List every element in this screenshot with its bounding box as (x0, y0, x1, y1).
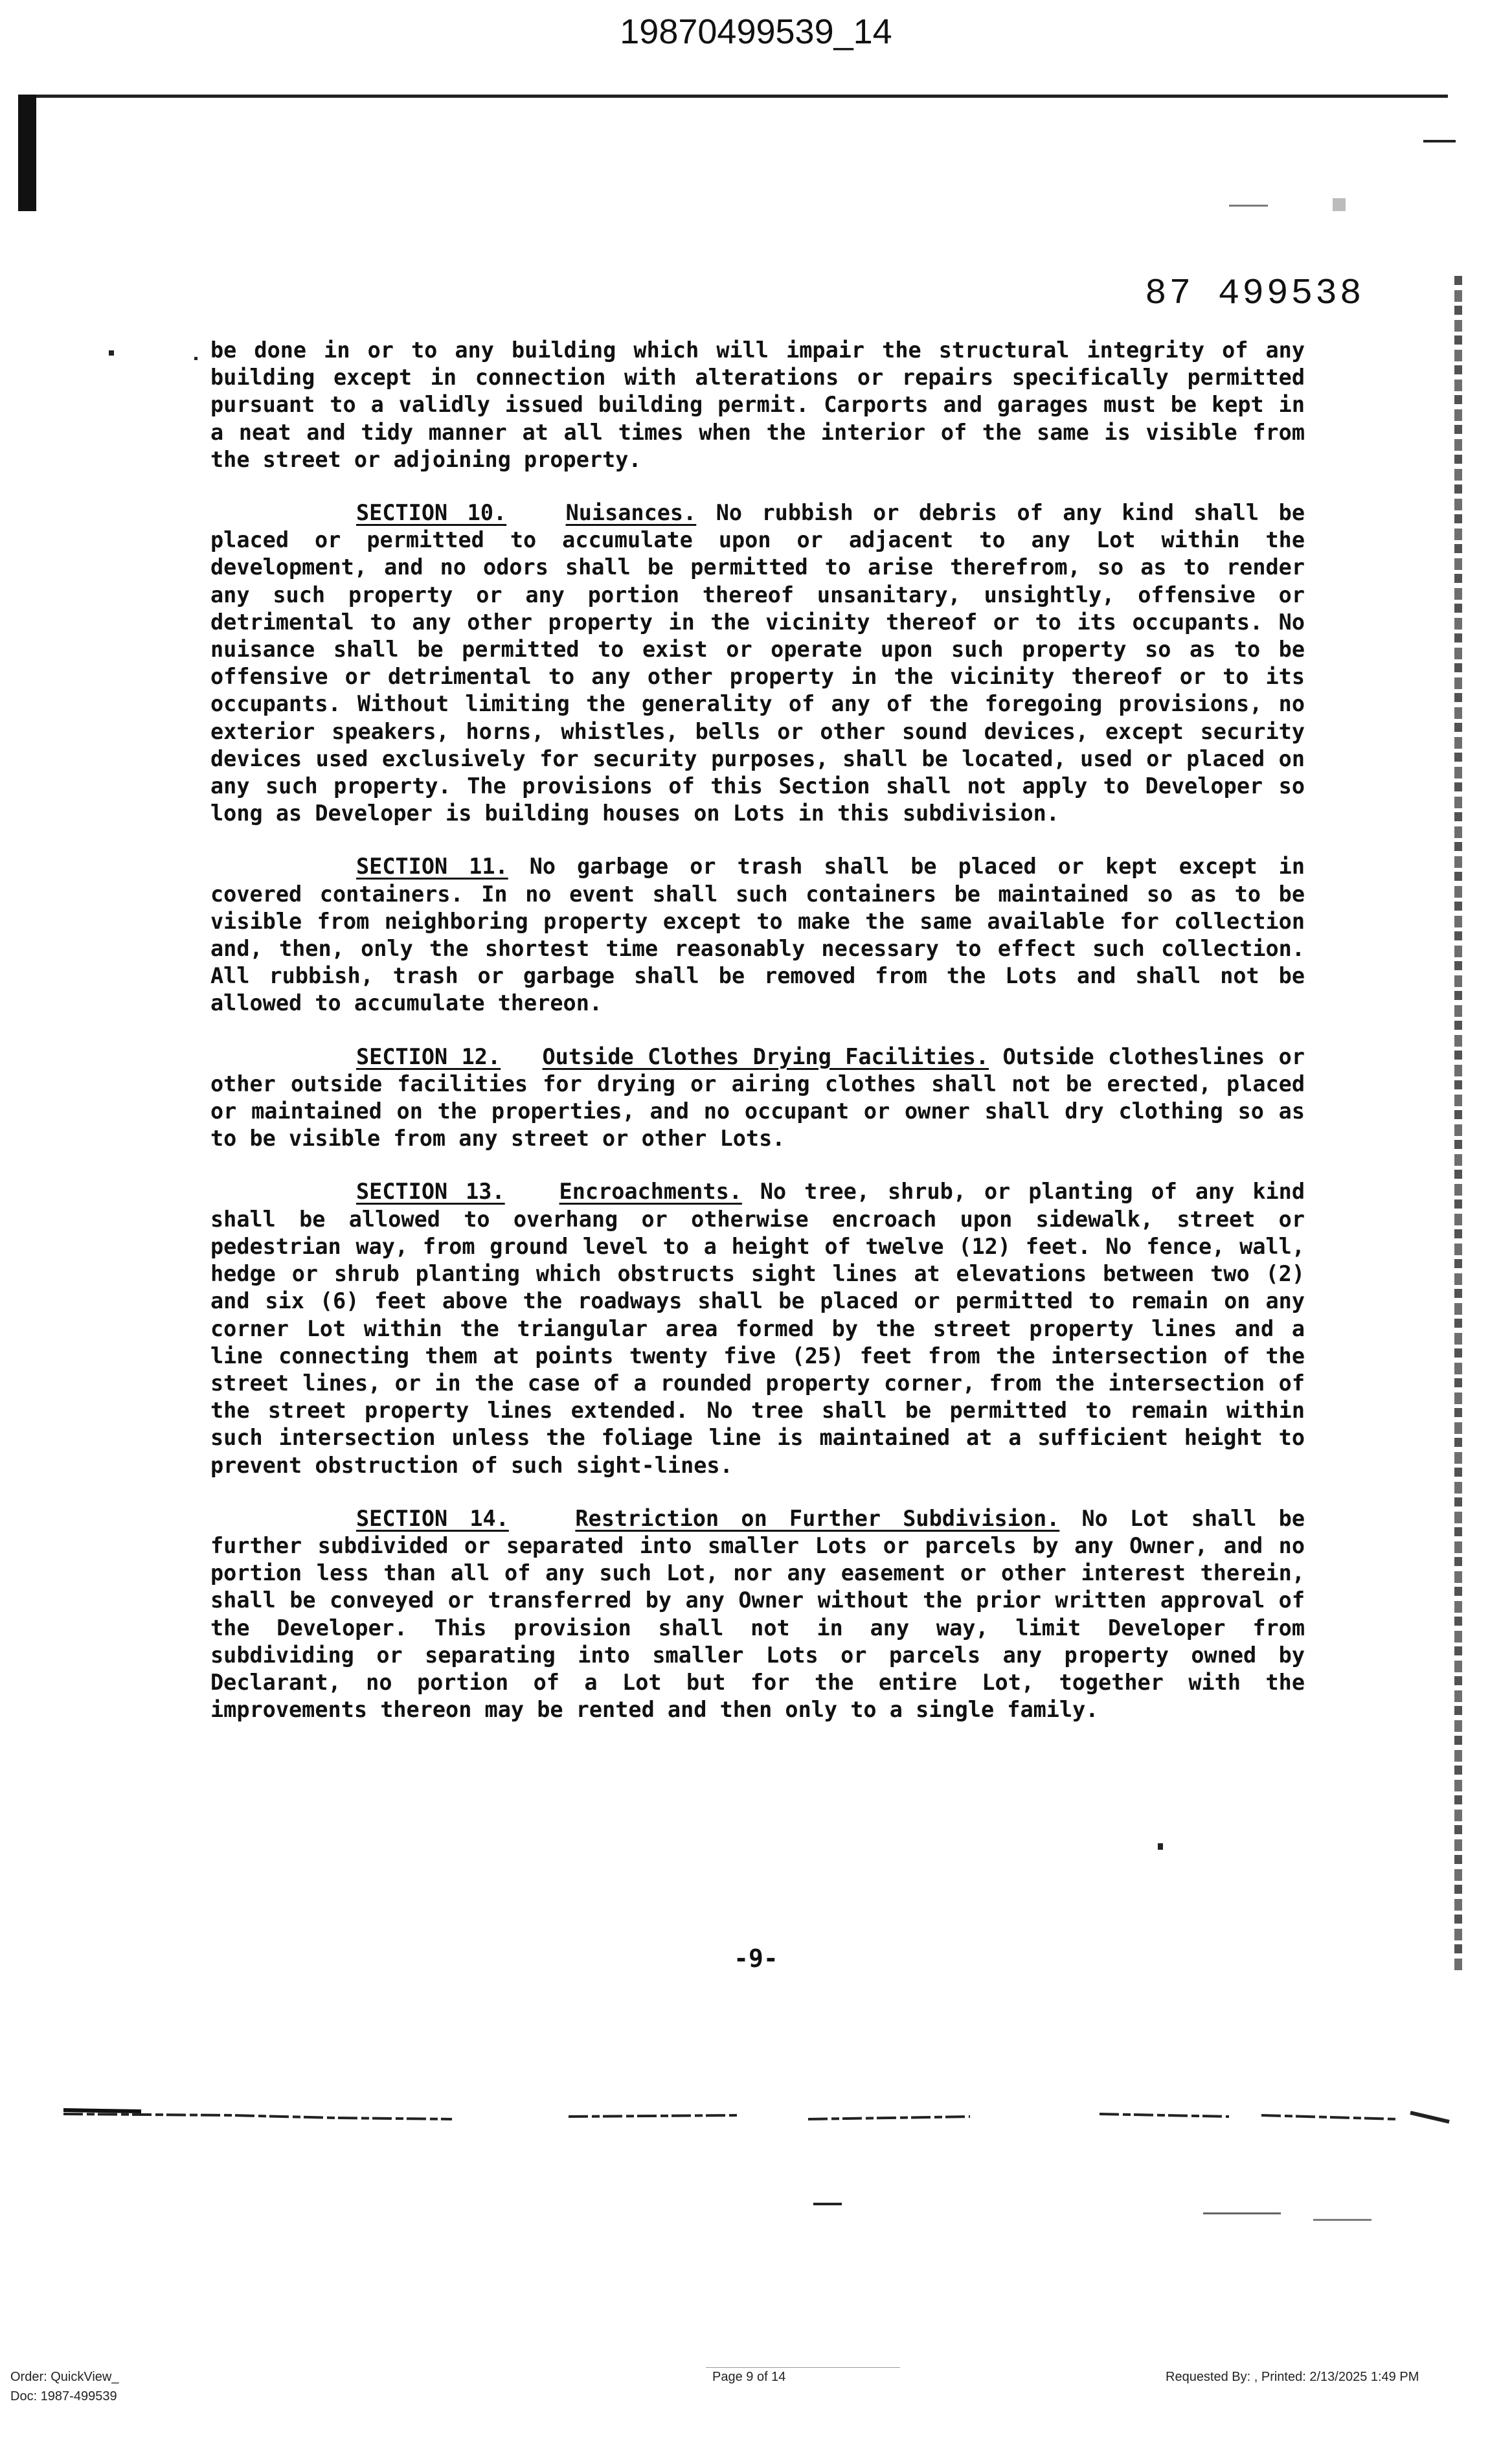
section-heading: SECTION 14. (356, 1505, 509, 1531)
footer-page: Page 9 of 14 (712, 2370, 786, 2384)
print-footer (0, 2367, 1512, 2432)
section-title: Outside Clothes Drying Facilities. (542, 1043, 989, 1069)
scan-speck (1333, 198, 1346, 211)
paragraph-text: be done in or to any building which will impair the structural integrity of any building except in connection with alterations or repairs specifically permitted pursuant to a validly issued building permit. Carports and garages must be kept in a neat and tidy manner at all times when the interior of the same is visible from the street or adjoining property. (210, 337, 1305, 472)
section-11-paragraph (210, 853, 1305, 1017)
scan-speck (1423, 140, 1456, 142)
scan-right-edge (1454, 276, 1462, 1973)
section-14-paragraph (210, 1505, 1305, 1724)
paragraph-text: Outside clotheslines or other outside facilities for drying or airing clothes shall not be erected, placed or maintained on the properties, and no occupant or owner shall dry clothing so as to be visible from any street or other Lots. (210, 1043, 1305, 1152)
scan-speck (194, 357, 197, 360)
document-id-header: 19870499539_14 (620, 12, 892, 51)
footer-doc: Doc: 1987-499539 (10, 2389, 117, 2403)
paragraph-text: No tree, shrub, or planting of any kind shall be allowed to overhang or otherwise encroach upon sidewalk, street or pedestrian way, from ground level to a height of twelve (12) feet. No fence, wall, hedge or shrub planting which obstructs sight lines at elevations between two (2) and six (6) feet above the roadways shall be placed or permitted to remain on any corner Lot within the triangular area formed by the street property lines and a line connecting them at points twenty five (25) feet from the intersection of the street lines, or in the case of a rounded property corner, from the intersection of the street property lines extended. No tree shall be permitted to remain within such intersection unless the foliage line is maintained at a sufficient height to prevent obstruction of such sight-lines. (210, 1179, 1305, 1478)
scan-speck (1229, 205, 1268, 207)
section-title: Encroachments. (559, 1179, 742, 1205)
recording-stamp-number: 87 499538 (1145, 273, 1364, 314)
scan-speck (109, 350, 114, 356)
continuation-paragraph (210, 337, 1305, 473)
section-title: Restriction on Further Subdivision. (575, 1505, 1060, 1531)
section-12-paragraph (210, 1043, 1305, 1153)
paragraph-text: No garbage or trash shall be placed or kept except in covered containers. In no event shall such containers be maintained so as to be visible from neighboring property except to make the same available for collection and, then, only the shortest time reasonably necessary to effect such collection. All rubbish, trash or garbage shall be removed from the Lots and shall not be allowed to accumulate thereon. (210, 854, 1305, 1016)
section-title: Nuisances. (565, 500, 697, 526)
section-heading: SECTION 13. (356, 1179, 505, 1205)
footer-requested: Requested By: , Printed: 2/13/2025 1:49 PM (1166, 2370, 1419, 2384)
section-heading: SECTION 11. (356, 854, 508, 880)
scan-edge-mark (18, 95, 36, 211)
footer-rule (706, 2367, 900, 2368)
scan-speck (813, 2203, 842, 2205)
section-heading: SECTION 10. (356, 500, 507, 526)
page-number: -9- (734, 1944, 778, 1973)
footer-order: Order: QuickView_ (10, 2370, 119, 2384)
paragraph-text: No Lot shall be further subdivided or separated into smaller Lots or parcels by any Owner, and no portion less than all of any such Lot, nor any easement or other interest therein, shall be conveyed or transferred by any Owner without the prior written approval of the Developer. This provision shall not in any way, limit Developer from subdividing or separating into smaller Lots or parcels any property owned by Declarant, no portion of a Lot but for the entire Lot, together with the improvements thereon may be rented and then only to a single family. (210, 1505, 1305, 1723)
scan-top-edge (36, 95, 1448, 98)
section-heading: SECTION 12. (356, 1043, 501, 1069)
scan-bottom-smudge (63, 2108, 1456, 2127)
section-10-paragraph (210, 499, 1305, 827)
document-body (210, 337, 1305, 1749)
scan-speck (1158, 1843, 1163, 1850)
scan-speck (1313, 2219, 1371, 2221)
scan-speck (1203, 2212, 1281, 2214)
section-13-paragraph (210, 1178, 1305, 1479)
paragraph-text: No rubbish or debris of any kind shall be placed or permitted to accumulate upon or adjacent to any Lot within the development, and no odors shall be permitted to arise therefrom, so as to render any such property or any portion thereof unsanitary, unsightly, offensive or detrimental to any other property in the vicinity thereof or to its occupants. No nuisance shall be permitted to exist or operate upon such property so as to be offensive or detrimental to any other property in the vicinity thereof or to its occupants. Without limiting the generality of any of the foregoing provisions, no exterior speakers, horns, whistles, bells or other sound devices, except security devices used exclusively for security purposes, shall be located, used or placed on any such property. The provisions of this Section shall not apply to Developer so long as Developer is building houses on Lots in this subdivision. (210, 500, 1305, 826)
